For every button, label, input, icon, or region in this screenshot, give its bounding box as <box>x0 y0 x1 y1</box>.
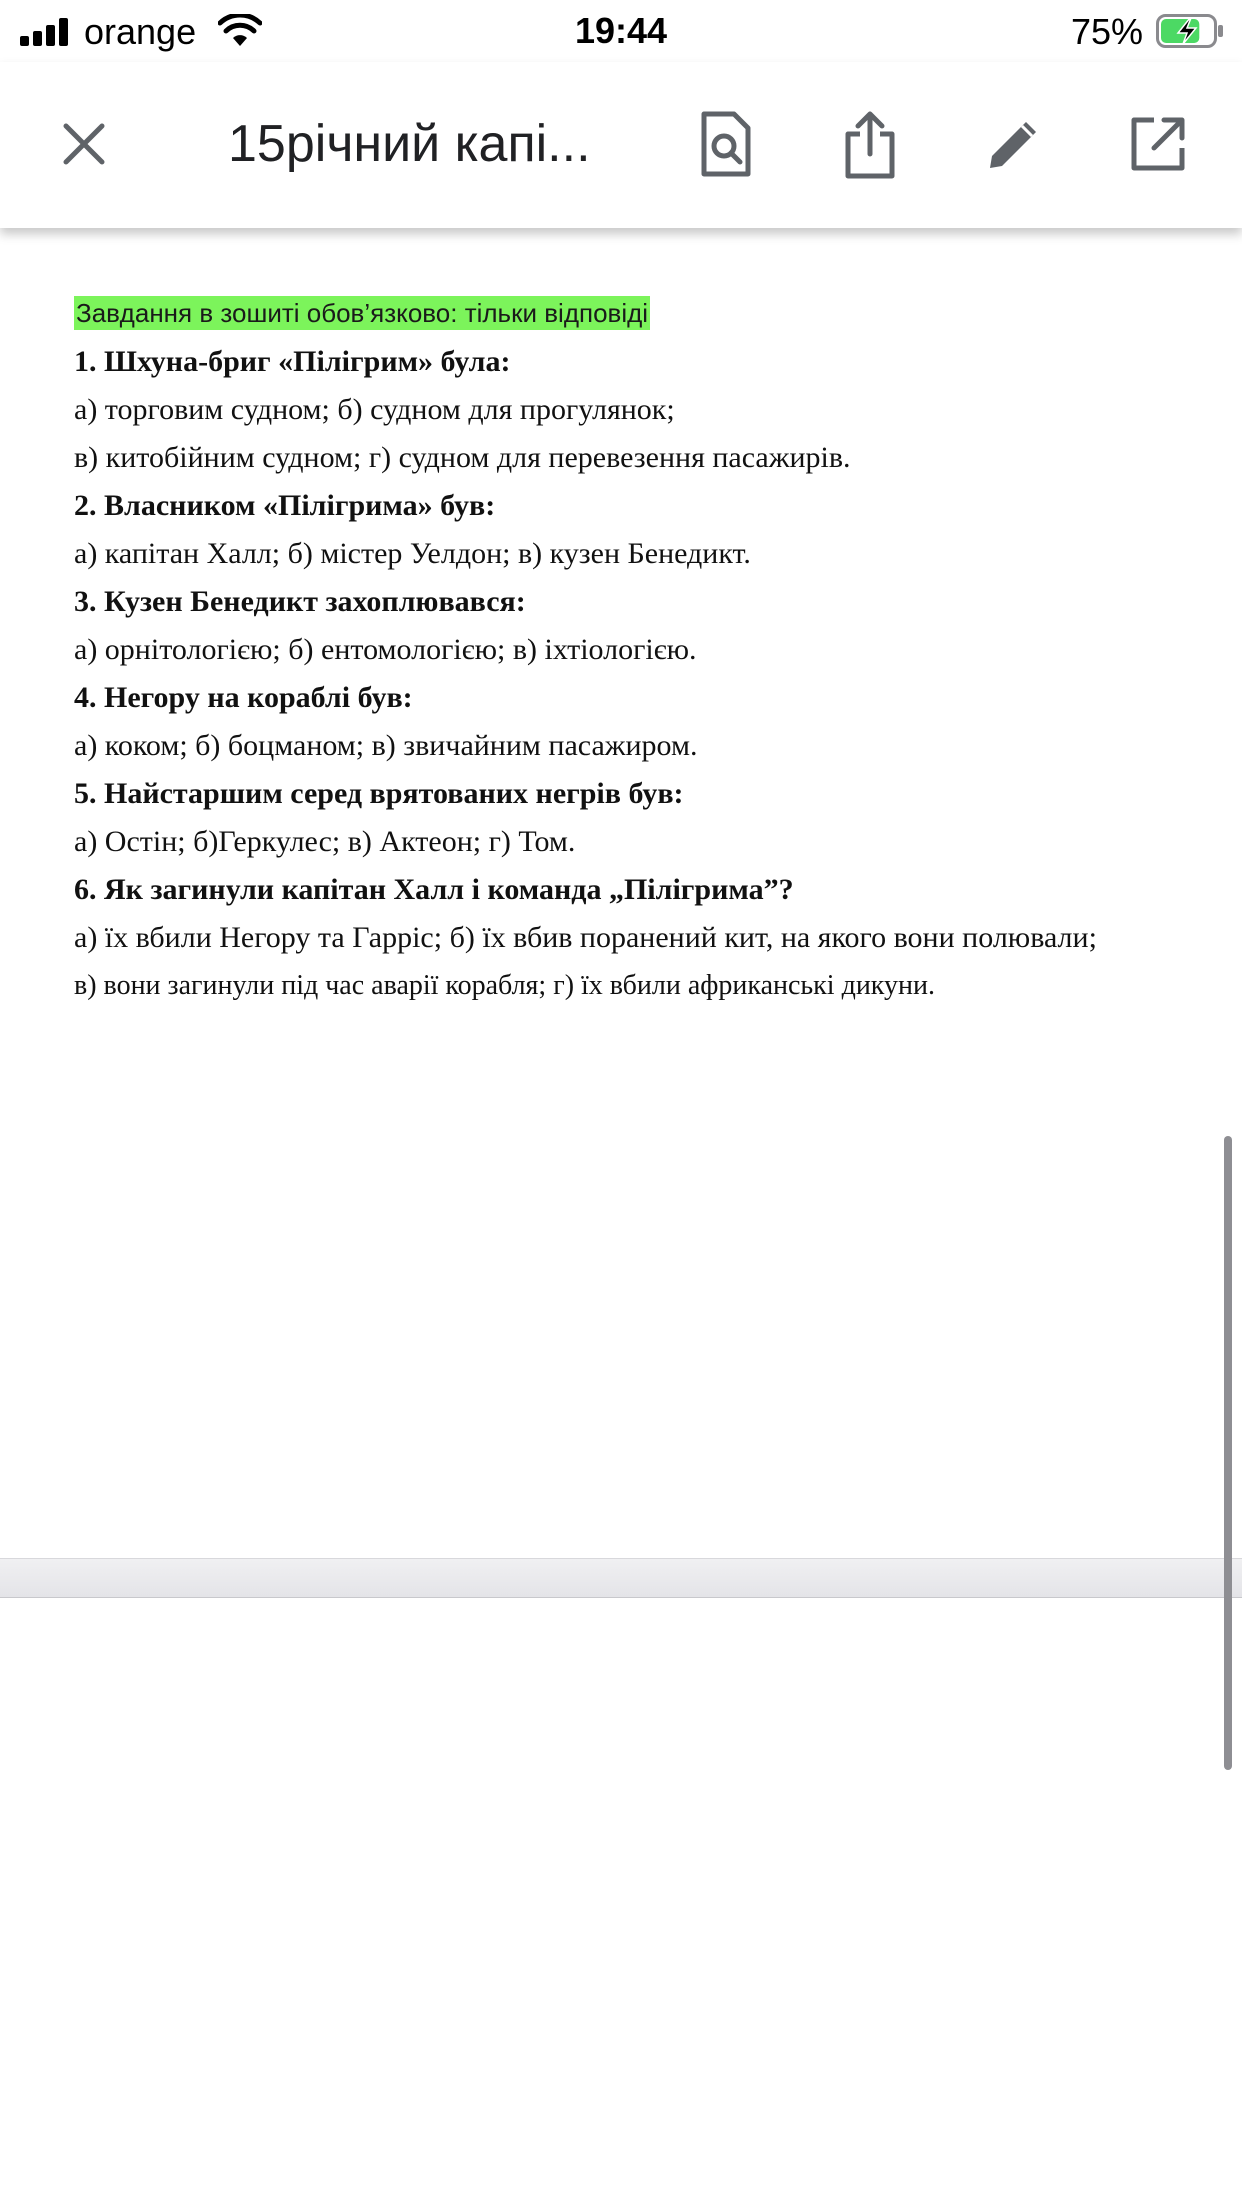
answer-line: а) капітан Халл; б) містер Уелдон; в) кузен Бенедикт. <box>74 537 751 570</box>
status-bar <box>0 0 1242 62</box>
answer-line: а) коком; б) боцманом; в) звичайним пасажиром. <box>74 729 698 762</box>
question-5: 5. Найстаршим серед врятованих негрів був: <box>74 777 684 810</box>
document-page <box>0 228 1242 1558</box>
vertical-scrollbar[interactable] <box>1224 1136 1232 1770</box>
answer-line: в) китобійним судном; г) судном для перевезення пасажирів. <box>74 441 851 474</box>
question-1: 1. Шхуна-бриг «Пілігрим» була: <box>74 345 511 378</box>
answer-line: в) вони загинули під час аварії корабля; г) їх вбили африканські дикуни. <box>74 970 935 1001</box>
answer-line: а) Остін; б)Геркулес; в) Актеон; г) Том. <box>74 825 576 858</box>
battery-percent: 75% <box>1071 11 1144 52</box>
battery-charging-icon <box>1156 14 1224 48</box>
edit-button[interactable] <box>972 102 1056 186</box>
carrier-name: orange <box>84 11 197 52</box>
document-toolbar <box>0 62 1242 228</box>
open-external-icon <box>1128 114 1188 174</box>
document-title: 15річний капі... <box>228 115 591 173</box>
question-6: 6. Як загинули капітан Халл і команда „Пілігрима”? <box>74 873 794 906</box>
find-in-document-button[interactable] <box>684 102 768 186</box>
close-button[interactable] <box>42 102 126 186</box>
question-4: 4. Негору на кораблі був: <box>74 681 413 714</box>
open-in-app-button[interactable] <box>1116 102 1200 186</box>
answer-line: а) їх вбили Негору та Гарріс; б) їх вбив поранений кит, на якого вони полювали; <box>74 921 1097 954</box>
document-content <box>74 296 1194 1010</box>
document-page-2 <box>0 1598 1242 2208</box>
share-button[interactable] <box>828 102 912 186</box>
search-document-icon <box>696 110 756 178</box>
question-3: 3. Кузен Бенедикт захоплювався: <box>74 585 526 618</box>
share-icon <box>840 108 900 180</box>
close-icon <box>56 116 112 172</box>
question-2: 2. Власником «Пілігрима» був: <box>74 489 496 522</box>
edit-icon <box>984 114 1044 174</box>
page-separator <box>0 1558 1242 1599</box>
answer-line: а) торговим судном; б) судном для прогулянок; <box>74 393 675 426</box>
answer-line: а) орнітологією; б) ентомологією; в) іхтіологією. <box>74 633 697 666</box>
highlighted-instruction: Завдання в зошиті обов’язково: тільки відповіді <box>76 298 649 328</box>
status-time: 19:44 <box>574 10 668 51</box>
